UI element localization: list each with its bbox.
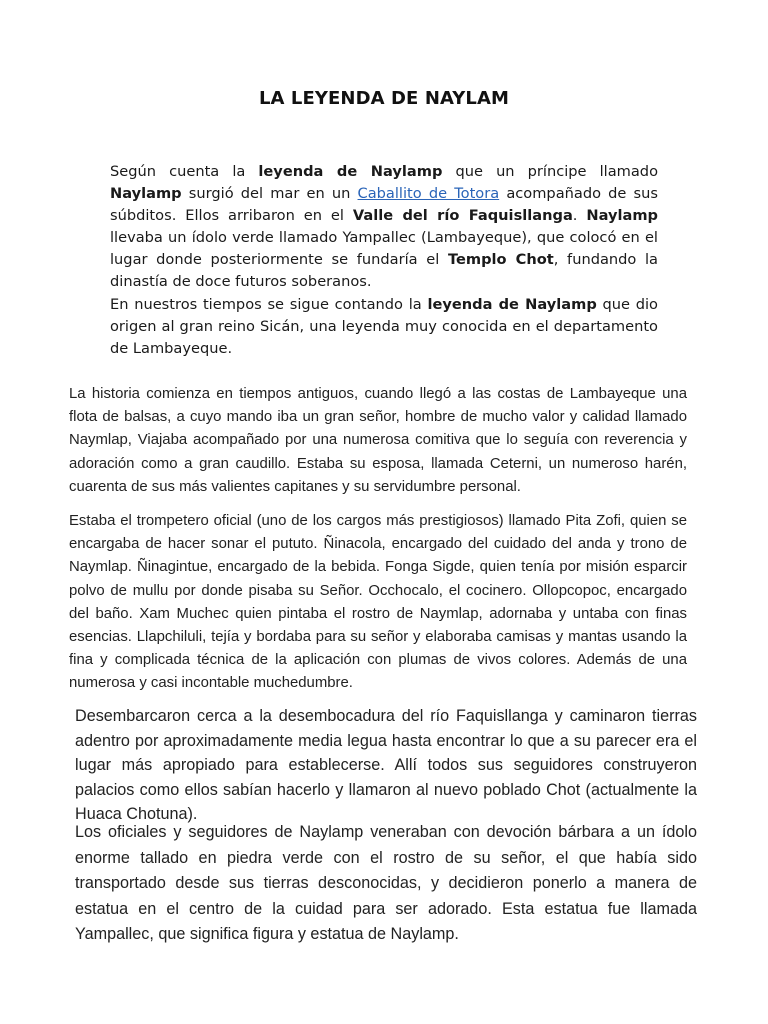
intro-section (110, 161, 658, 360)
body-paragraph-2: Estaba el trompetero oficial (uno de los cargos más prestigiosos) llamado Pita Zofi, quien se encargaba de hacer sonar el pututo. Ñinacola, encargado del cuidado del anda y trono de Naymlap. Ñinagintue, encargado de la bebida. Fonga Sigde, quien tenía por misión esparcir polvo de mullu por donde pisaba su Señor. Occhocalo, el cocinero. Ollopcopoc, encargado del baño. Xam Muchec quien pintaba el rostro de Naymlap, adornaba y untaba con finas esencias. Llapchiluli, tejía y bordaba para su señor y elaboraba camisas y mantas usando la fina y complicada técnica de la aplicación con plumas de vivos colores. Además de una numerosa y casi incontable muchedumbre. (69, 513, 687, 692)
intro-text: , fundando la dinastía de doce futuros soberanos. (110, 251, 658, 291)
intro-bold-text: Naylamp (110, 185, 182, 203)
intro-text: En nuestros tiempos se sigue contando la (110, 295, 428, 313)
intro-text: acompañado de sus súbditos. Ellos arribaron en el (110, 185, 658, 225)
intro-bold-text: leyenda de Naylamp (427, 295, 597, 313)
intro-text: . (572, 207, 587, 225)
intro-text: llevaba un ídolo verde llamado Yampallec (Lambayeque), que colocó en el lugar donde posteriormente se fundaría el (110, 229, 658, 269)
intro-text: que un príncipe llamado (442, 163, 659, 180)
body-paragraph-4: Los oficiales y seguidores de Naylamp veneraban con devoción bárbara a un ídolo enorme tallado en piedra verde con el rostro de su señor, el que había sido transportado desde sus tierras desconocidas, y decidieron ponerlo a manera de estatua en el centro de la cuidad para ser adorado. Esta estatua fue llamada Yampallec, que significa figura y estatua de Naylamp. (75, 823, 697, 944)
intro-bold-text: Valle del río Faquisllanga (352, 207, 573, 225)
intro-bold-text: Naylamp (586, 207, 658, 225)
intro-bold-text: leyenda de Naylamp (258, 163, 443, 180)
intro-paragraph-1 (110, 161, 658, 294)
intro-bold-text: Templo Chot (447, 251, 554, 269)
intro-text: surgió del mar en un (181, 185, 358, 203)
body-paragraph-1: La historia comienza en tiempos antiguos, cuando llegó a las costas de Lambayeque una flota de balsas, a cuyo mando iba un gran señor, hombre de mucho valor y calidad llamado Naymlap, Viajaba acompañado por una numerosa comitiva que lo seguía con reverencia y adoración como a gran caudillo. Estaba su esposa, llamada Ceterni, un numeroso harén, cuarenta de sus más valientes capitanes y su servidumbre personal. (69, 386, 687, 495)
body-paragraph-3: Desembarcaron cerca a la desembocadura del río Faquisllanga y caminaron tierras adentro por aproximadamente media legua hasta encontrar lo que a su parecer era el lugar más apropiado para establecerse. Allí todos sus seguidores construyeron palacios como ellos sabían hacerlo y llamaron al nuevo poblado Chot (actualmente la Huaca Chotuna). (75, 707, 697, 824)
intro-paragraph-2 (110, 294, 658, 360)
intro-text: que dio origen al gran reino Sicán, una leyenda muy conocida en el departamento de Lambayeque. (110, 295, 658, 357)
caballito-de-totora-link[interactable]: Caballito de Totora (357, 185, 500, 203)
document-title: LA LEYENDA DE NAYLAM (258, 88, 510, 109)
intro-text: Según cuenta la (110, 163, 259, 180)
